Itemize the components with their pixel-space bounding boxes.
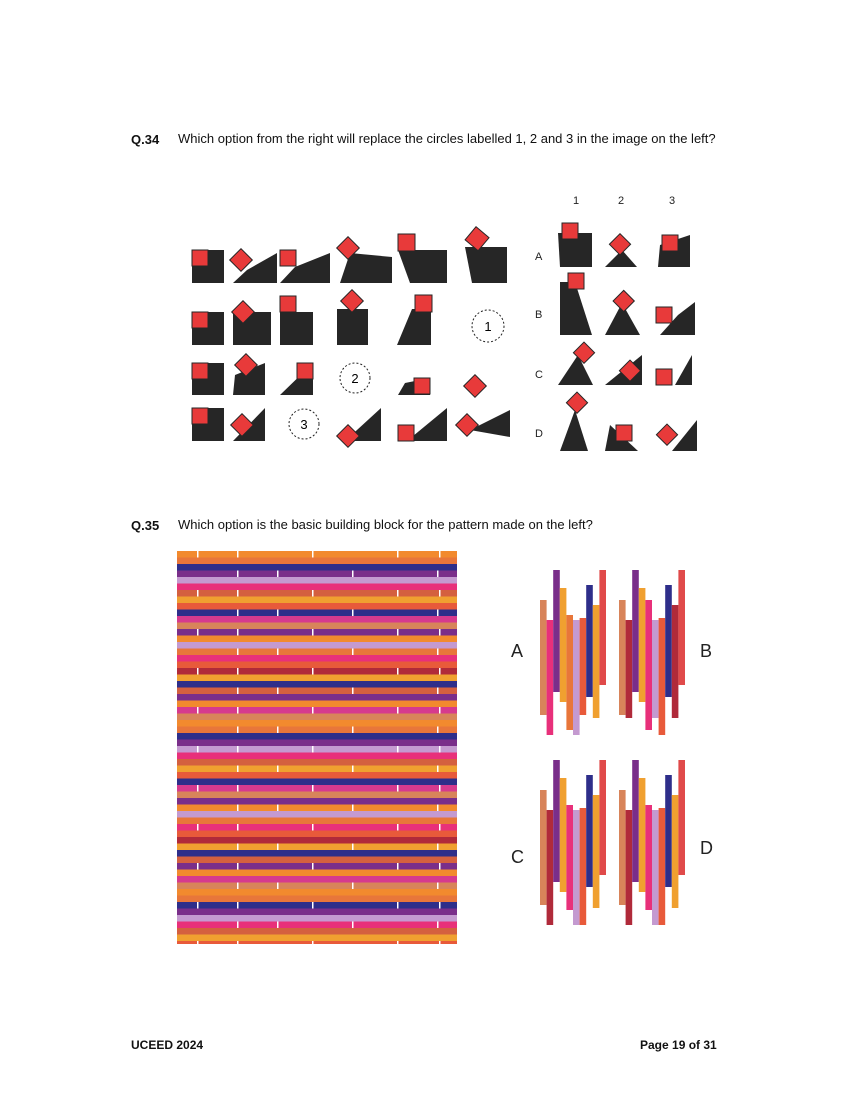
grid-cell-r1c1 xyxy=(192,250,224,283)
pattern-gap xyxy=(277,922,279,929)
grid-cell-r2c5 xyxy=(397,295,432,345)
option-column-label-3: 3 xyxy=(669,195,676,207)
pattern-stripe xyxy=(177,857,457,864)
option-row-label-a: A xyxy=(535,251,543,263)
pattern-gap xyxy=(312,902,314,909)
pattern-stripe xyxy=(177,844,457,851)
building-block-bar xyxy=(586,585,593,697)
pattern-stripe xyxy=(177,551,457,558)
pattern-gap xyxy=(352,649,354,656)
pattern-stripe xyxy=(177,889,457,896)
building-block-bar xyxy=(553,570,560,692)
q34-sequence-grid xyxy=(185,225,520,450)
pattern-gap xyxy=(439,941,441,944)
pattern-stripe xyxy=(177,792,457,799)
building-block-bar xyxy=(665,775,672,887)
circle-label-2: 2 xyxy=(351,371,359,386)
pattern-gap xyxy=(237,551,239,558)
pattern-stripe xyxy=(177,584,457,591)
pattern-gap xyxy=(237,707,239,714)
pattern-gap xyxy=(197,785,199,792)
grid-cell-r1c4 xyxy=(337,237,392,283)
footer-page-number: Page 19 of 31 xyxy=(640,1038,717,1052)
option-d-1[interactable] xyxy=(560,392,588,451)
q35-option-label-c: C xyxy=(511,847,524,867)
building-block-bar xyxy=(678,570,685,685)
option-b-2[interactable] xyxy=(605,290,640,335)
pattern-gap xyxy=(397,629,399,636)
pattern-gap xyxy=(197,668,199,675)
pattern-gap xyxy=(237,824,239,831)
option-d-2[interactable] xyxy=(605,425,638,451)
pattern-gap xyxy=(437,688,439,695)
pattern-gap xyxy=(197,902,199,909)
pattern-stripe xyxy=(177,740,457,747)
footer-exam-name: UCEED 2024 xyxy=(131,1038,204,1052)
pattern-gap xyxy=(312,863,314,870)
pattern-gap xyxy=(312,824,314,831)
grid-cell-r3c6 xyxy=(464,375,487,398)
q35-option-label-a: A xyxy=(511,641,524,661)
pattern-stripe xyxy=(177,759,457,766)
pattern-stripe xyxy=(177,720,457,727)
pattern-gap xyxy=(437,883,439,890)
pattern-gap xyxy=(312,746,314,753)
pattern-stripe xyxy=(177,831,457,838)
option-row-label-b: B xyxy=(535,309,543,321)
grid-cell-r4c6 xyxy=(456,410,510,437)
grid-cell-r2c1 xyxy=(192,312,224,345)
option-a-1[interactable] xyxy=(558,223,592,267)
pattern-stripe xyxy=(177,746,457,753)
pattern-stripe xyxy=(177,870,457,877)
question-34-number: Q.34 xyxy=(131,132,160,147)
pattern-stripe xyxy=(177,603,457,610)
pattern-gap xyxy=(439,590,441,597)
q35-option-c[interactable] xyxy=(538,760,608,925)
circle-label-1: 1 xyxy=(484,319,492,334)
pattern-stripe xyxy=(177,649,457,656)
pattern-gap xyxy=(312,668,314,675)
pattern-stripe xyxy=(177,915,457,922)
building-block-bar xyxy=(672,795,679,908)
q35-stripe-pattern xyxy=(177,551,457,944)
pattern-stripe xyxy=(177,571,457,578)
pattern-gap xyxy=(312,590,314,597)
pattern-gap xyxy=(437,649,439,656)
grid-cell-r1c5 xyxy=(398,234,447,283)
pattern-gap xyxy=(437,727,439,734)
building-block-bar xyxy=(566,805,573,910)
pattern-gap xyxy=(312,551,314,558)
building-block-bar xyxy=(619,600,626,715)
building-block-bar xyxy=(626,810,633,925)
pattern-stripe xyxy=(177,850,457,857)
pattern-gap xyxy=(312,941,314,944)
pattern-stripe xyxy=(177,629,457,636)
pattern-gap xyxy=(397,746,399,753)
pattern-gap xyxy=(439,746,441,753)
pattern-gap xyxy=(197,590,199,597)
building-block-bar xyxy=(599,760,606,875)
option-column-label-2: 2 xyxy=(618,195,625,207)
pattern-stripe xyxy=(177,610,457,617)
pattern-gap xyxy=(312,707,314,714)
grid-placeholder-circle-1 xyxy=(472,310,504,342)
option-b-1[interactable] xyxy=(560,273,592,335)
building-block-bar xyxy=(672,605,679,718)
grid-cell-r3c3 xyxy=(280,363,313,395)
pattern-gap xyxy=(397,902,399,909)
pattern-stripe xyxy=(177,642,457,649)
pattern-gap xyxy=(397,707,399,714)
pattern-gap xyxy=(352,688,354,695)
question-34-text: Which option from the right will replace the circles labelled 1, 2 and 3 in the image on the left? xyxy=(178,131,716,146)
pattern-stripe xyxy=(177,688,457,695)
pattern-stripe xyxy=(177,681,457,688)
building-block-bar xyxy=(573,810,580,925)
pattern-stripe xyxy=(177,694,457,701)
grid-cell-r2c3 xyxy=(280,296,313,345)
pattern-gap xyxy=(197,746,199,753)
pattern-gap xyxy=(277,766,279,773)
building-block-bar xyxy=(580,808,587,925)
pattern-gap xyxy=(397,668,399,675)
pattern-gap xyxy=(439,902,441,909)
building-block-bar xyxy=(652,810,659,925)
pattern-gap xyxy=(439,629,441,636)
building-block-bar xyxy=(593,795,600,908)
pattern-stripe xyxy=(177,798,457,805)
pattern-gap xyxy=(237,844,239,851)
pattern-stripe xyxy=(177,935,457,942)
pattern-stripe xyxy=(177,837,457,844)
pattern-stripe xyxy=(177,928,457,935)
option-d-3[interactable] xyxy=(656,420,697,451)
building-block-bar xyxy=(659,618,666,735)
pattern-gap xyxy=(439,824,441,831)
pattern-gap xyxy=(237,766,239,773)
pattern-gap xyxy=(397,824,399,831)
pattern-gap xyxy=(352,571,354,578)
building-block-bar xyxy=(619,790,626,905)
grid-cell-r4c1 xyxy=(192,408,224,441)
q35-option-b[interactable] xyxy=(617,570,687,735)
grid-cell-r3c5 xyxy=(398,378,430,395)
pattern-gap xyxy=(197,941,199,944)
pattern-gap xyxy=(437,922,439,929)
pattern-gap xyxy=(237,571,239,578)
building-block-bar xyxy=(626,620,633,718)
pattern-gap xyxy=(237,610,239,617)
building-block-bar xyxy=(632,760,639,882)
pattern-gap xyxy=(237,883,239,890)
pattern-gap xyxy=(437,766,439,773)
building-block-bar xyxy=(580,618,587,715)
pattern-gap xyxy=(237,668,239,675)
pattern-gap xyxy=(237,629,239,636)
pattern-stripe xyxy=(177,623,457,630)
grid-cell-r4c2 xyxy=(231,408,265,441)
q35-option-label-b: B xyxy=(700,641,713,661)
pattern-gap xyxy=(439,551,441,558)
pattern-gap xyxy=(352,922,354,929)
pattern-gap xyxy=(437,571,439,578)
building-block-bar xyxy=(593,605,600,718)
pattern-gap xyxy=(277,688,279,695)
q35-option-label-d: D xyxy=(700,838,713,858)
pattern-stripe xyxy=(177,902,457,909)
pattern-gap xyxy=(397,551,399,558)
pattern-gap xyxy=(352,766,354,773)
option-c-2[interactable] xyxy=(605,355,642,385)
pattern-stripe xyxy=(177,701,457,708)
pattern-stripe xyxy=(177,909,457,916)
building-block-bar xyxy=(540,790,547,905)
building-block-bar xyxy=(560,778,567,892)
grid-cell-r2c4 xyxy=(337,290,368,345)
pattern-stripe xyxy=(177,668,457,675)
pattern-gap xyxy=(277,727,279,734)
building-block-bar xyxy=(645,805,652,910)
grid-cell-r4c4 xyxy=(337,408,381,447)
grid-cell-r3c1 xyxy=(192,363,224,395)
question-35-text: Which option is the basic building block for the pattern made on the left? xyxy=(178,517,593,532)
pattern-stripe xyxy=(177,558,457,565)
pattern-gap xyxy=(197,629,199,636)
building-block-bar xyxy=(645,600,652,730)
building-block-bar xyxy=(652,620,659,718)
building-block-bar xyxy=(632,570,639,692)
pattern-stripe xyxy=(177,597,457,604)
pattern-gap xyxy=(352,883,354,890)
building-block-bar xyxy=(599,570,606,685)
pattern-gap xyxy=(237,727,239,734)
q34-options-grid[interactable] xyxy=(550,215,705,460)
pattern-gap xyxy=(352,610,354,617)
circle-label-3: 3 xyxy=(300,417,308,432)
pattern-gap xyxy=(352,844,354,851)
building-block-bar xyxy=(586,775,593,887)
pattern-stripe xyxy=(177,675,457,682)
pattern-stripe xyxy=(177,727,457,734)
pattern-gap xyxy=(277,883,279,890)
pattern-stripe xyxy=(177,753,457,760)
building-block-bar xyxy=(573,620,580,735)
pattern-gap xyxy=(397,941,399,944)
building-block-bar xyxy=(639,778,646,892)
grid-placeholder-circle-2 xyxy=(340,363,370,393)
pattern-gap xyxy=(277,844,279,851)
pattern-stripe xyxy=(177,876,457,883)
pattern-stripe xyxy=(177,590,457,597)
q35-option-a[interactable] xyxy=(538,570,608,735)
grid-cell-r2c2 xyxy=(232,301,271,345)
pattern-gap xyxy=(197,863,199,870)
pattern-gap xyxy=(437,844,439,851)
pattern-gap xyxy=(277,649,279,656)
pattern-gap xyxy=(237,805,239,812)
pattern-stripe xyxy=(177,779,457,786)
building-block-bar xyxy=(540,600,547,715)
pattern-gap xyxy=(237,785,239,792)
building-block-bar xyxy=(665,585,672,697)
pattern-gap xyxy=(237,649,239,656)
grid-cell-r1c3 xyxy=(280,250,330,283)
pattern-gap xyxy=(352,727,354,734)
pattern-stripe xyxy=(177,922,457,929)
pattern-gap xyxy=(439,785,441,792)
pattern-gap xyxy=(439,863,441,870)
pattern-stripe xyxy=(177,564,457,571)
pattern-gap xyxy=(437,805,439,812)
building-block-bar xyxy=(547,620,554,735)
pattern-gap xyxy=(312,629,314,636)
pattern-gap xyxy=(237,902,239,909)
pattern-gap xyxy=(397,785,399,792)
pattern-gap xyxy=(197,824,199,831)
grid-placeholder-circle-3 xyxy=(289,409,319,439)
building-block-bar xyxy=(639,588,646,702)
pattern-stripe xyxy=(177,941,457,944)
pattern-gap xyxy=(352,805,354,812)
question-35-number: Q.35 xyxy=(131,518,160,533)
pattern-gap xyxy=(237,941,239,944)
pattern-stripe xyxy=(177,636,457,643)
pattern-stripe xyxy=(177,577,457,584)
option-c-1[interactable] xyxy=(558,342,595,385)
pattern-stripe xyxy=(177,818,457,825)
building-block-bar xyxy=(547,810,554,925)
pattern-gap xyxy=(197,551,199,558)
option-row-label-d: D xyxy=(535,428,543,440)
pattern-stripe xyxy=(177,805,457,812)
pattern-gap xyxy=(277,571,279,578)
pattern-stripe xyxy=(177,616,457,623)
option-c-3[interactable] xyxy=(656,355,692,385)
pattern-gap xyxy=(437,610,439,617)
building-block-bar xyxy=(566,615,573,730)
pattern-gap xyxy=(397,863,399,870)
grid-cell-r3c2 xyxy=(233,354,265,395)
pattern-stripe xyxy=(177,655,457,662)
pattern-gap xyxy=(237,863,239,870)
pattern-gap xyxy=(277,610,279,617)
grid-cell-r1c2 xyxy=(230,249,277,283)
option-a-2[interactable] xyxy=(605,234,637,267)
pattern-stripe xyxy=(177,883,457,890)
pattern-stripe xyxy=(177,824,457,831)
building-block-bar xyxy=(678,760,685,875)
pattern-gap xyxy=(237,746,239,753)
pattern-stripe xyxy=(177,811,457,818)
option-column-label-1: 1 xyxy=(573,195,580,207)
pattern-stripe xyxy=(177,863,457,870)
pattern-stripe xyxy=(177,707,457,714)
grid-cell-r1c6 xyxy=(465,227,507,283)
pattern-gap xyxy=(237,688,239,695)
building-block-bar xyxy=(553,760,560,882)
option-b-3[interactable] xyxy=(656,302,695,335)
pattern-gap xyxy=(439,707,441,714)
building-block-bar xyxy=(560,588,567,702)
pattern-stripe xyxy=(177,896,457,903)
q35-option-d[interactable] xyxy=(617,760,687,925)
pattern-stripe xyxy=(177,733,457,740)
pattern-stripe xyxy=(177,772,457,779)
pattern-stripe xyxy=(177,662,457,669)
option-a-3[interactable] xyxy=(658,235,690,267)
pattern-gap xyxy=(439,668,441,675)
pattern-gap xyxy=(237,590,239,597)
pattern-stripe xyxy=(177,785,457,792)
pattern-stripe xyxy=(177,714,457,721)
building-block-bar xyxy=(659,808,666,925)
option-row-label-c: C xyxy=(535,369,543,381)
pattern-gap xyxy=(277,805,279,812)
pattern-stripe xyxy=(177,766,457,773)
pattern-gap xyxy=(397,590,399,597)
grid-cell-r4c5 xyxy=(398,408,447,441)
pattern-gap xyxy=(197,707,199,714)
pattern-gap xyxy=(312,785,314,792)
pattern-gap xyxy=(237,922,239,929)
